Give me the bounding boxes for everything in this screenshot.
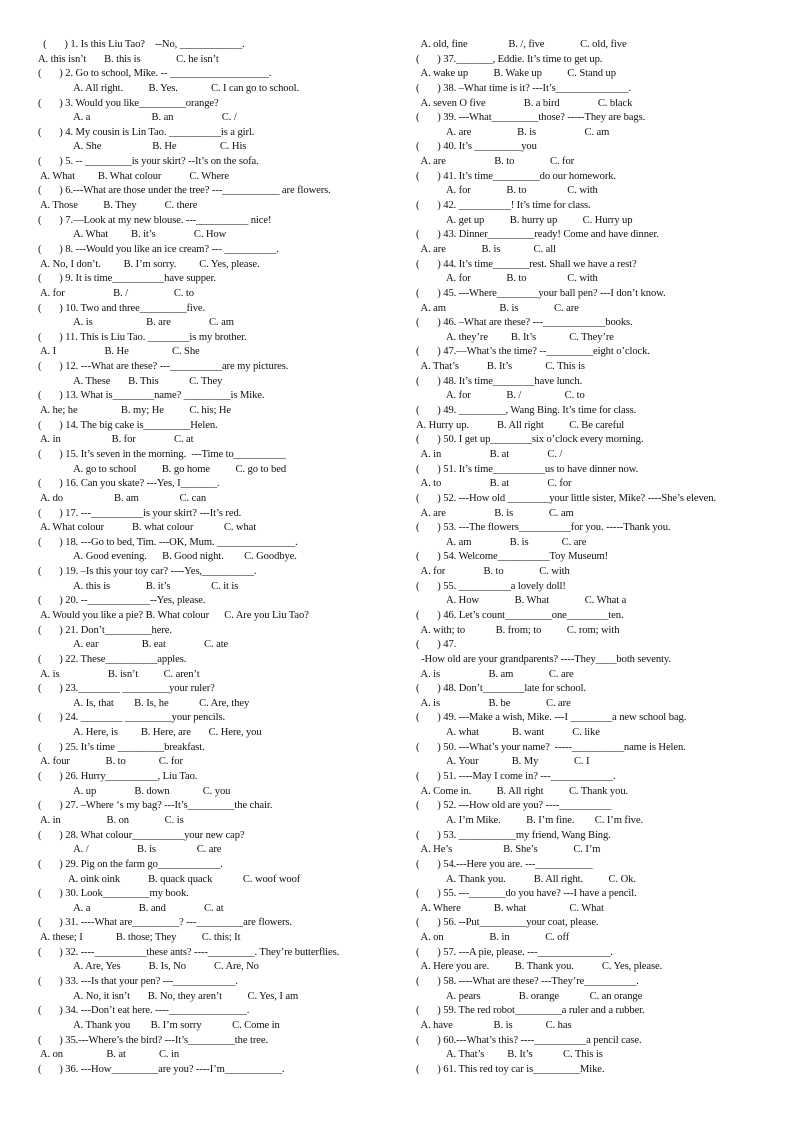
question-line: ( ) 50. I get up________six o’clock every morning. (416, 434, 644, 446)
question-line: A. in B. on C. is (38, 814, 184, 826)
question-line: ( ) 53. ___________my friend, Wang Bing. (416, 829, 611, 841)
question-line: A. this is B. it’s C. it is (38, 580, 239, 592)
question-line: A. is B. be C. are (416, 697, 571, 709)
question-line: A. Come in. B. All right C. Thank you. (416, 785, 629, 797)
question-line: A. for B. / C. to (416, 390, 585, 402)
question-line: A. is B. isn’t C. aren’t (38, 668, 200, 680)
question-line: A. He’s B. She’s C. I’m (416, 844, 601, 856)
question-line: A. am B. is C. are (416, 536, 587, 548)
question-line: ( ) 11. This is Liu Tao. ________is my brother. (38, 331, 247, 343)
question-line: A. for B. to C. with (416, 273, 598, 285)
question-line: ( ) 47.—What’s the time? --_________eight o’clock. (416, 346, 650, 358)
question-line: A. These B. This C. They (38, 375, 223, 387)
question-line: ( ) 52. ---How old are you? ----__________ (416, 800, 612, 812)
question-line: A. Here, is B. Here, are C. Here, you (38, 727, 262, 739)
question-line: ( ) 6.---What are those under the tree? ---___________ are flowers. (38, 185, 331, 197)
question-line: ( ) 50. ---What’s your name? -----__________name is Helen. (416, 741, 686, 753)
question-line: ( ) 22. These__________apples. (38, 653, 187, 665)
question-line: ( ) 28. What colour__________your new cap? (38, 829, 245, 841)
question-line: A. Where B. what C. What (416, 902, 604, 914)
question-line: A. Hurry up. B. All right C. Be careful (416, 419, 625, 431)
left-column (38, 38, 393, 1077)
question-line: A. is B. am C. are (416, 668, 574, 680)
question-line: A. are B. to C. for (416, 156, 575, 168)
question-line: ( ) 54. Welcome__________Toy Museum! (416, 551, 609, 563)
question-line: A. seven O five B. a bird C. black (416, 97, 633, 109)
question-line: A. for B. to C. with (416, 185, 598, 197)
question-line: ( ) 44. It’s time_______rest. Shall we have a rest? (416, 258, 637, 270)
question-line: A. That’s B. It’s C. This is (416, 1049, 603, 1061)
question-line: A. on B. at C. in (38, 1049, 180, 1061)
question-line: A. I’m Mike. B. I’m fine. C. I’m five. (416, 814, 644, 826)
question-line: A. get up B. hurry up C. Hurry up (416, 214, 633, 226)
question-line: ( ) 42. __________! It’s time for class. (416, 200, 591, 212)
question-line: ( ) 31. ----What are_________? ---_________are flowers. (38, 917, 292, 929)
question-line: ( ) 20. --____________--Yes, please. (38, 595, 206, 607)
question-line: ( ) 29. Pig on the farm go____________. (38, 858, 223, 870)
question-line: A. in B. at C. / (416, 448, 563, 460)
question-line: ( ) 51. ----May I come in? ---____________. (416, 771, 616, 783)
question-line: ( ) 2. Go to school, Mike. -- ___________________. (38, 68, 272, 80)
question-line: A. a B. and C. at (38, 902, 224, 914)
question-line: A. What B. What colour C. Where (38, 170, 229, 182)
question-line: ( ) 27. –Where ‘s my bag? ---It’s_________the chair. (38, 800, 273, 812)
question-line: ( ) 15. It’s seven in the morning. ---Time to__________ (38, 448, 286, 460)
question-line: ( ) 3. Would you like_________orange? (38, 97, 219, 109)
question-line: ( ) 17. ---__________is your skirt? ---It’s red. (38, 507, 242, 519)
question-line: ( ) 23.________ _________your ruler? (38, 683, 215, 695)
question-line: A. ear B. eat C. ate (38, 639, 229, 651)
question-line: A. they’re B. It’s C. They’re (416, 331, 614, 343)
question-line: A. I B. He C. She (38, 346, 200, 358)
question-line: A. Would you like a pie? B. What colour C. Are you Liu Tao? (38, 609, 309, 621)
question-line: ( ) 60.---What’s this? ----__________a pencil case. (416, 1034, 642, 1046)
question-line: A. wake up B. Wake up C. Stand up (416, 68, 616, 80)
question-line: ( ) 48. It’s time________have lunch. (416, 375, 583, 387)
question-line: ( ) 34. ---Don’t eat here. ----_______________. (38, 1005, 250, 1017)
question-line: A. oink oink B. quack quack C. woof woof (38, 873, 301, 885)
question-line: ( ) 8. ---Would you like an ice cream? --- __________. (38, 243, 279, 255)
question-line: A. Here you are. B. Thank you. C. Yes, please. (416, 961, 663, 973)
question-line: ( ) 35.---Where’s the bird? ---It’s_________the tree. (38, 1034, 269, 1046)
question-line: A. Your B. My C. I (416, 756, 590, 768)
question-line: ( ) 36. ---How_________are you? ----I’m___________. (38, 1063, 285, 1075)
question-line: ( ) 55. __________a lovely doll! (416, 580, 566, 592)
question-line: ( ) 40. It’s _________you (416, 141, 537, 153)
question-line: A. what B. want C. like (416, 727, 600, 739)
right-column (416, 38, 786, 1077)
question-line: ( ) 5. -- _________is your skirt? --It’s on the sofa. (38, 156, 259, 168)
question-line: ( ) 43. Dinner_________ready! Come and have dinner. (416, 229, 659, 241)
question-line: ( ) 30. Look_________my book. (38, 888, 189, 900)
question-line: A. Thank you. B. All right. C. Ok. (416, 873, 636, 885)
question-line: ( ) 4. My cousin is Lin Tao. __________is a girl. (38, 126, 255, 138)
question-line: A. / B. is C. are (38, 844, 222, 856)
question-line: A. No, I don’t. B. I’m sorry. C. Yes, please. (38, 258, 260, 270)
question-line: ( ) 59. The red robot_________a ruler and a rubber. (416, 1005, 645, 1017)
question-line: A. do B. am C. can (38, 492, 207, 504)
question-line: ( ) 1. Is this Liu Tao? --No, ____________. (38, 39, 245, 50)
question-line: A. pears B. orange C. an orange (416, 990, 643, 1002)
question-line: ( ) 21. Don’t_________here. (38, 624, 172, 636)
question-line: A. Those B. They C. there (38, 200, 198, 212)
question-line: A. What B. it’s C. How (38, 229, 227, 241)
question-line: A. That’s B. It’s C. This is (416, 361, 585, 373)
question-line: ( ) 9. It is time__________have supper. (38, 273, 216, 285)
question-line: A. on B. in C. off (416, 932, 570, 944)
question-line: A. for B. to C. with (416, 566, 570, 578)
question-line: ( ) 46. –What are these? ---____________books. (416, 317, 633, 329)
question-line: A. She B. He C. His (38, 141, 247, 153)
question-line: ( ) 53. ---The flowers__________for you. -----Thank you. (416, 522, 671, 534)
question-line: ( ) 32. ----__________these ants? ----_________. They’re butterflies. (38, 946, 340, 958)
question-line: ( ) 49. ---Make a wish, Mike. ---I ________a new school bag. (416, 712, 687, 724)
question-line: A. go to school B. go home C. go to bed (38, 463, 287, 475)
question-line: A. are B. is C. all (416, 243, 556, 255)
question-line: ( ) 13. What is________name? _________is Mike. (38, 390, 265, 402)
question-line: A. Thank you B. I’m sorry C. Come in (38, 1019, 280, 1031)
question-line: ( ) 51. It’s time__________us to have dinner now. (416, 463, 639, 475)
question-line: ( ) 14. The big cake is_________Helen. (38, 419, 218, 431)
question-line: ( ) 45. ---Where________your ball pen? ---I don’t know. (416, 287, 666, 299)
question-line: A. to B. at C. for (416, 478, 572, 490)
question-line: A. a B. an C. / (38, 112, 237, 124)
question-line: ( ) 56. --Put_________your coat, please. (416, 917, 599, 929)
question-line: A. All right. B. Yes. C. I can go to school. (38, 82, 300, 94)
question-line: ( ) 26. Hurry__________, Liu Tao. (38, 771, 198, 783)
question-line: ( ) 49. _________, Wang Bing. It’s time for class. (416, 405, 637, 417)
question-line: A. am B. is C. are (416, 302, 579, 314)
question-line: -How old are your grandparents? ----They____both seventy. (416, 653, 671, 665)
question-line: A. have B. is C. has (416, 1019, 572, 1031)
question-line: ( ) 12. ---What are these? ---__________are my pictures. (38, 361, 289, 373)
question-line: A. he; he B. my; He C. his; He (38, 405, 232, 417)
question-line: A. are B. is C. am (416, 507, 574, 519)
question-line: A. up B. down C. you (38, 785, 231, 797)
question-line: ( ) 48. Don’t________late for school. (416, 683, 586, 695)
question-line: ( ) 47. (416, 639, 457, 651)
question-line: ( ) 10. Two and three_________five. (38, 302, 206, 314)
question-line: A. with; to B. from; to C. rom; with (416, 624, 620, 636)
question-line: A. old, fine B. /, five C. old, five (416, 39, 627, 50)
question-line: ( ) 61. This red toy car is_________Mike. (416, 1063, 605, 1075)
question-line: ( ) 39. ---What_________those? -----They are bags. (416, 112, 646, 124)
question-line: ( ) 58. ----What are these? ---They’re__________. (416, 976, 639, 987)
question-line: A. for B. / C. to (38, 287, 194, 299)
question-line: A. are B. is C. am (416, 126, 610, 138)
question-line: ( ) 38. –What time is it? ---It’s______________. (416, 82, 631, 94)
question-line: ( ) 46. Let’s count_________one________ten. (416, 609, 624, 621)
question-line: A. in B. for C. at (38, 434, 194, 446)
question-line: ( ) 57. ---A pie, please. ---______________. (416, 946, 613, 958)
question-line: A. How B. What C. What a (416, 595, 627, 607)
question-line: A. Are, Yes B. Is, No C. Are, No (38, 961, 259, 973)
question-line: A. these; I B. those; They C. this; It (38, 932, 241, 944)
question-line: ( ) 54.---Here you are. ---___________ (416, 858, 593, 870)
question-line: A. Good evening. B. Good night. C. Goodbye. (38, 551, 297, 563)
question-line: ( ) 16. Can you skate? ---Yes, I_______. (38, 478, 220, 490)
question-line: A. four B. to C. for (38, 756, 183, 768)
question-line: ( ) 7.—Look at my new blouse. ---__________ nice! (38, 214, 272, 226)
question-line: ( ) 41. It’s time_________do our homework. (416, 170, 616, 182)
question-line: ( ) 33. ---Is that your pen? ---____________. (38, 976, 238, 987)
question-line: ( ) 19. –Is this your toy car? ----Yes,__________. (38, 566, 257, 578)
question-line: A. this isn’t B. this is C. he isn’t (38, 53, 219, 65)
question-line: A. Is, that B. Is, he C. Are, they (38, 697, 250, 709)
question-line: ( ) 52. ---How old ________your little sister, Mike? ----She’s eleven. (416, 492, 717, 504)
question-line: ( ) 25. It’s time _________breakfast. (38, 741, 205, 753)
question-line: ( ) 24. ________ _________your pencils. (38, 712, 226, 724)
question-line: A. What colour B. what colour C. what (38, 522, 257, 534)
question-line: A. is B. are C. am (38, 317, 234, 329)
question-line: A. No, it isn’t B. No, they aren’t C. Yes, I am (38, 990, 299, 1002)
question-line: ( ) 18. ---Go to bed, Tim. ---OK, Mum. _______________. (38, 536, 298, 548)
question-line: ( ) 37._______, Eddie. It’s time to get up. (416, 53, 603, 65)
question-line: ( ) 55. ---_______do you have? ---I have a pencil. (416, 888, 637, 900)
